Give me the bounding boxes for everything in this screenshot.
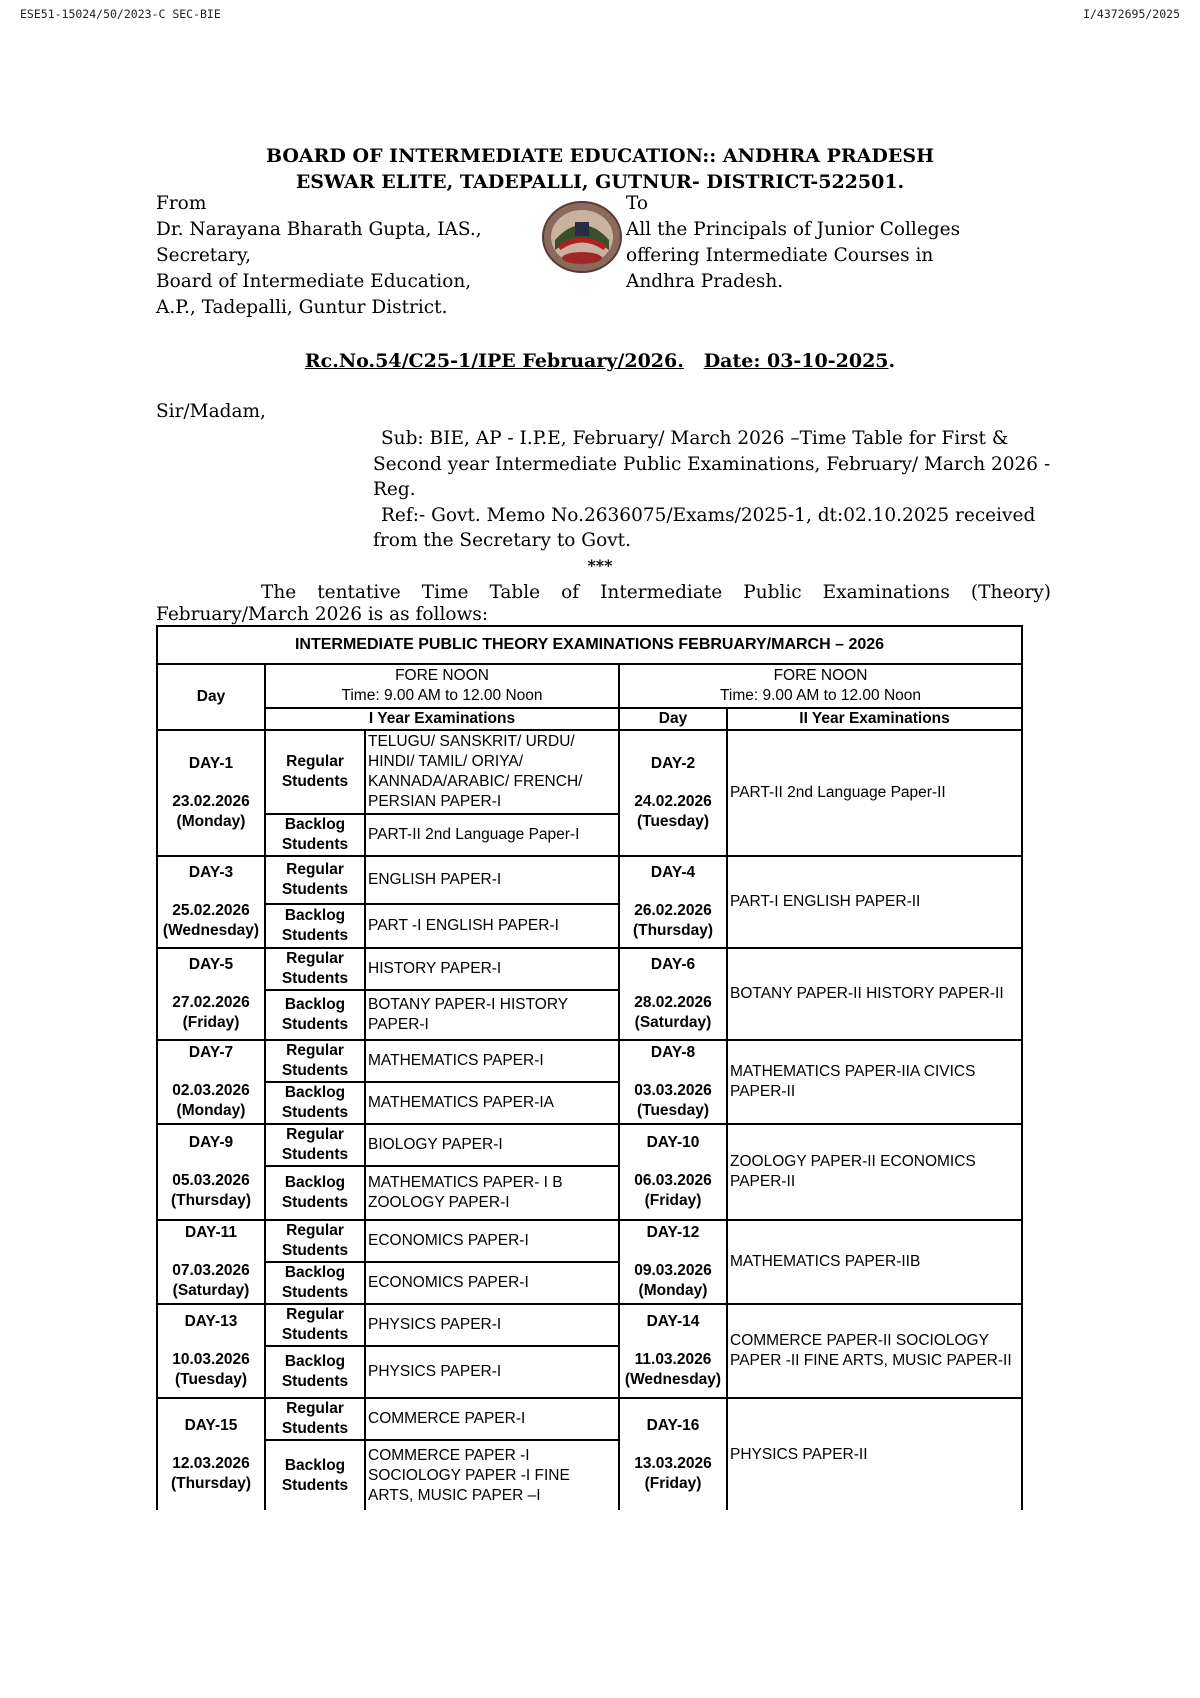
regular-subject: PHYSICS PAPER-I bbox=[365, 1304, 619, 1346]
exam-row-regular bbox=[157, 1040, 1022, 1082]
exam-timetable bbox=[156, 625, 1023, 1510]
exam-weekday: (Monday) bbox=[176, 1102, 246, 1119]
exam-date: 07.03.2026 bbox=[172, 1262, 250, 1279]
backlog-students-label: Backlog Students bbox=[265, 814, 365, 856]
exam-date: 11.03.2026 bbox=[634, 1351, 712, 1368]
regular-students-label: Regular Students bbox=[265, 730, 365, 814]
second-year-subject: PHYSICS PAPER-II bbox=[727, 1398, 1022, 1510]
second-year-day-cell bbox=[619, 856, 727, 948]
day-number: DAY-6 bbox=[650, 956, 696, 973]
from-address bbox=[156, 191, 482, 321]
board-seal-emblem bbox=[541, 200, 623, 274]
second-year-session bbox=[619, 664, 1022, 708]
to-line: Andhra Pradesh. bbox=[626, 271, 784, 292]
day-number: DAY-13 bbox=[184, 1313, 238, 1330]
timetable-title: INTERMEDIATE PUBLIC THEORY EXAMINATIONS FEBRUARY/MARCH – 2026 bbox=[157, 626, 1022, 664]
board-title bbox=[0, 143, 1200, 195]
session-time: Time: 9.00 AM to 12.00 Noon bbox=[341, 687, 543, 704]
exam-date: 02.03.2026 bbox=[172, 1082, 250, 1099]
regular-students-label: Regular Students bbox=[265, 1040, 365, 1082]
regular-students-label: Regular Students bbox=[265, 1124, 365, 1166]
backlog-subject: BOTANY PAPER-I HISTORY PAPER-I bbox=[365, 990, 619, 1040]
second-year-day-cell bbox=[619, 1220, 727, 1304]
exam-row-regular bbox=[157, 1124, 1022, 1166]
exam-weekday: (Tuesday) bbox=[636, 1102, 710, 1119]
first-year-session bbox=[265, 664, 619, 708]
regular-students-label: Regular Students bbox=[265, 1304, 365, 1346]
day-number: DAY-5 bbox=[188, 956, 234, 973]
from-line: A.P., Tadepalli, Guntur District. bbox=[156, 297, 448, 318]
reference-end: . bbox=[888, 350, 896, 372]
exam-date: 28.02.2026 bbox=[634, 994, 712, 1011]
day-number: DAY-3 bbox=[188, 864, 234, 881]
from-line: Secretary, bbox=[156, 245, 251, 266]
day-number: DAY-4 bbox=[650, 864, 696, 881]
regular-subject: BIOLOGY PAPER-I bbox=[365, 1124, 619, 1166]
day-number: DAY-1 bbox=[188, 755, 234, 772]
exam-row-regular bbox=[157, 856, 1022, 904]
second-year-subject: ZOOLOGY PAPER-II ECONOMICS PAPER-II bbox=[727, 1124, 1022, 1220]
exam-date: 10.03.2026 bbox=[172, 1351, 250, 1368]
first-year-day-cell bbox=[157, 730, 265, 856]
exam-row-regular bbox=[157, 948, 1022, 990]
exam-weekday: (Saturday) bbox=[634, 1014, 712, 1031]
exam-row-regular bbox=[157, 1304, 1022, 1346]
second-year-header: II Year Examinations bbox=[727, 708, 1022, 730]
day-number: DAY-16 bbox=[646, 1416, 700, 1434]
first-year-day-cell bbox=[157, 1398, 265, 1510]
second-year-subject: MATHEMATICS PAPER-IIA CIVICS PAPER-II bbox=[727, 1040, 1022, 1124]
to-line: offering Intermediate Courses in bbox=[626, 245, 934, 266]
day-number: DAY-7 bbox=[188, 1044, 234, 1061]
exam-date: 23.02.2026 bbox=[172, 793, 250, 810]
exam-date: 27.02.2026 bbox=[172, 994, 250, 1011]
subject-block bbox=[373, 426, 1053, 554]
exam-row-regular bbox=[157, 1220, 1022, 1262]
exam-date: 25.02.2026 bbox=[172, 902, 250, 919]
session-time: Time: 9.00 AM to 12.00 Noon bbox=[719, 687, 922, 704]
exam-date: 09.03.2026 bbox=[634, 1262, 712, 1279]
backlog-subject: MATHEMATICS PAPER-IA bbox=[365, 1082, 619, 1124]
day-number: DAY-15 bbox=[184, 1416, 238, 1434]
intro-paragraph: The tentative Time Table of Intermediate Public Examinations (Theory) February/March 2026 is as follows: bbox=[156, 582, 1051, 625]
exam-date: 26.02.2026 bbox=[634, 902, 712, 919]
second-year-subject: COMMERCE PAPER-II SOCIOLOGY PAPER -II FINE ARTS, MUSIC PAPER-II bbox=[727, 1304, 1022, 1398]
second-year-subject: PART-II 2nd Language Paper-II bbox=[727, 730, 1022, 856]
second-year-day-cell bbox=[619, 1124, 727, 1220]
exam-weekday: (Monday) bbox=[638, 1282, 708, 1299]
second-year-day-cell bbox=[619, 1304, 727, 1398]
regular-students-label: Regular Students bbox=[265, 856, 365, 904]
exam-weekday: (Friday) bbox=[182, 1014, 240, 1031]
second-day-header: Day bbox=[619, 708, 727, 730]
timetable-body bbox=[157, 730, 1022, 1510]
from-line: Dr. Narayana Bharath Gupta, IAS., bbox=[156, 219, 482, 240]
backlog-students-label: Backlog Students bbox=[265, 1166, 365, 1220]
regular-students-label: Regular Students bbox=[265, 1220, 365, 1262]
regular-subject: TELUGU/ SANSKRIT/ URDU/ HINDI/ TAMIL/ ORIYA/ KANNADA/ARABIC/ FRENCH/ PERSIAN PAPER-I bbox=[365, 730, 619, 814]
backlog-students-label: Backlog Students bbox=[265, 990, 365, 1040]
backlog-students-label: Backlog Students bbox=[265, 1346, 365, 1398]
exam-weekday: (Thursday) bbox=[632, 922, 714, 939]
exam-date: 06.03.2026 bbox=[634, 1172, 712, 1189]
exam-date: 24.02.2026 bbox=[634, 793, 712, 810]
rc-number: Rc.No.54/C25-1/IPE February/2026. bbox=[304, 350, 684, 372]
regular-students-label: Regular Students bbox=[265, 1398, 365, 1440]
day-column-header: Day bbox=[157, 664, 265, 730]
backlog-subject: PART -I ENGLISH PAPER-I bbox=[365, 904, 619, 948]
backlog-subject: ECONOMICS PAPER-I bbox=[365, 1262, 619, 1304]
backlog-students-label: Backlog Students bbox=[265, 904, 365, 948]
first-year-day-cell bbox=[157, 1040, 265, 1124]
day-number: DAY-12 bbox=[646, 1224, 700, 1241]
regular-subject: COMMERCE PAPER-I bbox=[365, 1398, 619, 1440]
exam-date: 05.03.2026 bbox=[172, 1172, 250, 1189]
exam-date: 12.03.2026 bbox=[172, 1454, 250, 1472]
regular-subject: ENGLISH PAPER-I bbox=[365, 856, 619, 904]
day-number: DAY-8 bbox=[650, 1044, 696, 1061]
salutation: Sir/Madam, bbox=[156, 401, 266, 422]
second-year-day-cell bbox=[619, 948, 727, 1040]
backlog-subject: MATHEMATICS PAPER- I B ZOOLOGY PAPER-I bbox=[365, 1166, 619, 1220]
from-label: From bbox=[156, 193, 207, 214]
backlog-students-label: Backlog Students bbox=[265, 1440, 365, 1510]
session-label: FORE NOON bbox=[395, 667, 489, 684]
regular-subject: MATHEMATICS PAPER-I bbox=[365, 1040, 619, 1082]
exam-row-regular bbox=[157, 1398, 1022, 1440]
exam-weekday: (Wednesday) bbox=[162, 922, 260, 939]
regular-subject: ECONOMICS PAPER-I bbox=[365, 1220, 619, 1262]
second-year-day-cell bbox=[619, 730, 727, 856]
subject-text: Sub: BIE, AP - I.P.E, February/ March 2026 –Time Table for First & Second year Intermediate Public Examinations, February/ March 2026 - Reg. bbox=[373, 428, 1051, 500]
first-year-day-cell bbox=[157, 856, 265, 948]
second-year-subject: BOTANY PAPER-II HISTORY PAPER-II bbox=[727, 948, 1022, 1040]
exam-date: 03.03.2026 bbox=[634, 1082, 712, 1099]
to-address bbox=[626, 191, 960, 295]
exam-weekday: (Friday) bbox=[644, 1474, 702, 1492]
document-reference-left: ESE51-15024/50/2023-C SEC-BIE bbox=[20, 7, 221, 21]
second-year-subject: PART-I ENGLISH PAPER-II bbox=[727, 856, 1022, 948]
exam-weekday: (Monday) bbox=[176, 813, 246, 830]
day-number: DAY-14 bbox=[646, 1313, 700, 1330]
exam-date: 13.03.2026 bbox=[634, 1454, 712, 1472]
regular-subject: HISTORY PAPER-I bbox=[365, 948, 619, 990]
exam-weekday: (Tuesday) bbox=[636, 813, 710, 830]
regular-students-label: Regular Students bbox=[265, 948, 365, 990]
to-line: All the Principals of Junior Colleges bbox=[626, 219, 961, 240]
first-year-day-cell bbox=[157, 948, 265, 1040]
second-year-subject: MATHEMATICS PAPER-IIB bbox=[727, 1220, 1022, 1304]
day-number: DAY-11 bbox=[185, 1224, 237, 1241]
exam-weekday: (Thursday) bbox=[170, 1474, 252, 1492]
document-reference-right: I/4372695/2025 bbox=[1083, 7, 1180, 21]
day-number: DAY-9 bbox=[188, 1134, 234, 1151]
exam-weekday: (Tuesday) bbox=[174, 1371, 248, 1388]
to-label: To bbox=[626, 193, 649, 214]
second-year-day-cell bbox=[619, 1398, 727, 1510]
exam-weekday: (Friday) bbox=[644, 1192, 702, 1209]
board-address: ESWAR ELITE, TADEPALLI, GUTNUR- DISTRICT-522501. bbox=[295, 171, 905, 193]
exam-row-regular bbox=[157, 730, 1022, 814]
exam-weekday: (Wednesday) bbox=[624, 1371, 722, 1388]
reference-line bbox=[0, 350, 1200, 372]
backlog-subject: COMMERCE PAPER -I SOCIOLOGY PAPER -I FINE ARTS, MUSIC PAPER –I bbox=[365, 1440, 619, 1510]
exam-weekday: (Thursday) bbox=[170, 1192, 252, 1209]
backlog-subject: PHYSICS PAPER-I bbox=[365, 1346, 619, 1398]
session-label: FORE NOON bbox=[773, 667, 868, 684]
backlog-students-label: Backlog Students bbox=[265, 1082, 365, 1124]
day-number: DAY-10 bbox=[646, 1134, 700, 1151]
board-name: BOARD OF INTERMEDIATE EDUCATION:: ANDHRA PRADESH bbox=[265, 145, 935, 167]
letter-date: Date: 03-10-2025 bbox=[703, 350, 889, 372]
day-number: DAY-2 bbox=[650, 755, 696, 772]
exam-weekday: (Saturday) bbox=[172, 1282, 250, 1299]
from-line: Board of Intermediate Education, bbox=[156, 271, 472, 292]
first-year-day-cell bbox=[157, 1304, 265, 1398]
backlog-students-label: Backlog Students bbox=[265, 1262, 365, 1304]
backlog-subject: PART-II 2nd Language Paper-I bbox=[365, 814, 619, 856]
second-year-day-cell bbox=[619, 1040, 727, 1124]
first-year-day-cell bbox=[157, 1220, 265, 1304]
first-year-day-cell bbox=[157, 1124, 265, 1220]
first-year-header: I Year Examinations bbox=[265, 708, 619, 730]
reference-text: Ref:- Govt. Memo No.2636075/Exams/2025-1, dt:02.10.2025 received from the Secretary to Govt. bbox=[373, 504, 1036, 551]
separator-stars: *** bbox=[587, 556, 613, 575]
